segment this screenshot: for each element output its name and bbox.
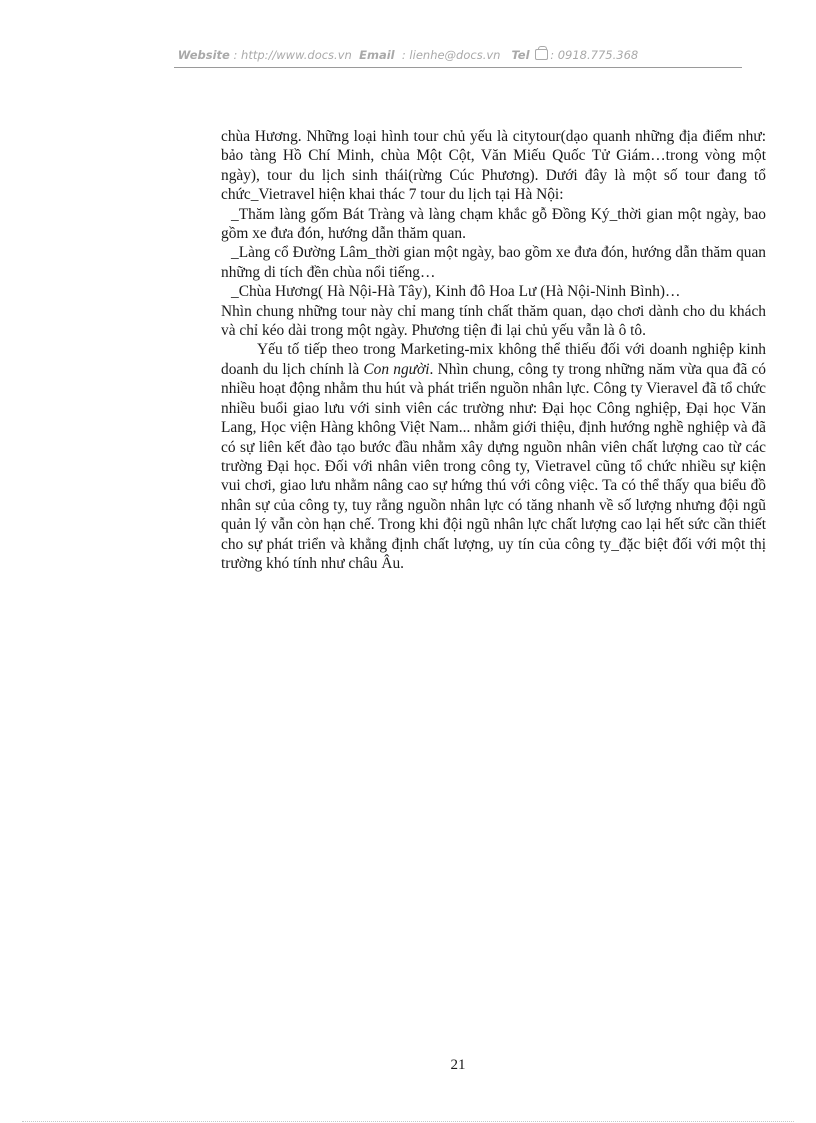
list-item-duong-lam-tour: _Làng cổ Đường Lâm_thời gian một ngày, bao gồm xe đưa đón, hướng dẫn thăm quan những di tích đền chùa nổi tiếng… xyxy=(221,244,766,281)
page-number: 21 xyxy=(450,1057,466,1073)
hr-text-emphasis: Con người xyxy=(363,360,430,378)
document-body xyxy=(221,127,766,573)
paragraph-human-resources xyxy=(221,340,766,573)
list-item-bat-trang-tour: _Thăm làng gốm Bát Tràng và làng chạm khắc gỗ Đồng Ký_thời gian một ngày, bao gồm xe đưa đón, hướng dẫn thăm quan. xyxy=(221,205,766,243)
email-address: : lienhe@docs.vn xyxy=(401,48,501,62)
header-divider xyxy=(174,67,742,68)
website-label: Website xyxy=(177,48,230,62)
tel-label: Tel xyxy=(511,48,530,62)
hr-text-rest: . Nhìn chung, công ty trong những năm vừa qua đã có nhiều hoạt động nhằm thu hút và phát triển nguồn nhân lực. Công ty Vieravel đã tổ chức nhiều buổi giao lưu với sinh viên các trường như: Đại học Công nghiệp, Đại học Văn Lang, Học viện Hàng không Việt Nam... nhằm giới thiệu, định hướng nghề nghiệp và đã có sự liên kết đào tạo bước đầu nhằm xây dựng nguồn nhân viên chất lượng cao từ các trường Đại học. Đối với nhân viên trong công ty, Vietravel cũng tổ chức nhiều sự kiện vui chơi, giao lưu nhằm nâng cao sự hứng thú với công việc. Ta có thể thấy qua biểu đồ nhân sự của công ty, tuy rằng nguồn nhân lực có tăng nhanh về số lượng nhưng đội ngũ quản lý vẫn còn hạn chế. Trong khi đội ngũ nhân lực chất lượng cao lại hết sức cần thiết cho sự phát triển và khẳng định chất lượng, uy tín của công ty_đặc biệt đối với một thị trường khó tính như châu Âu. xyxy=(221,360,767,572)
tel-number: : 0918.775.368 xyxy=(550,48,639,62)
list-item-chua-huong-tour: _Chùa Hương( Hà Nội-Hà Tây), Kinh đô Hoa Lư (Hà Nội-Ninh Bình)… xyxy=(231,283,681,301)
paragraph-tour-overview: chùa Hương. Những loại hình tour chủ yếu là citytour(dạo quanh những địa điểm như: bảo tàng Hồ Chí Minh, chùa Một Cột, Văn Miếu Quốc Tử Giám…trong vòng một ngày), tour du lịch sinh thái(rừng Cúc Phương). Dưới đây là một số tour đang tổ chức_Vietravel hiện khai thác 7 tour du lịch tại Hà Nội: xyxy=(221,128,766,204)
hr-text-lead: Yếu tố tiếp theo trong Marketing-mix không thể thiếu đối với doanh nghiệp kinh doanh du lịch chính là xyxy=(221,341,766,378)
footer-divider xyxy=(22,1121,794,1122)
paragraph-tour-summary: Nhìn chung những tour này chỉ mang tính chất thăm quan, dạo chơi dành cho du khách và chỉ kéo dài trong một ngày. Phương tiện đi lại chủ yếu vẫn là ô tô. xyxy=(221,302,766,340)
email-label: Email xyxy=(359,48,395,62)
phone-icon xyxy=(535,49,548,60)
website-url: : http://www.docs.vn xyxy=(233,48,352,62)
page-header xyxy=(0,48,816,62)
